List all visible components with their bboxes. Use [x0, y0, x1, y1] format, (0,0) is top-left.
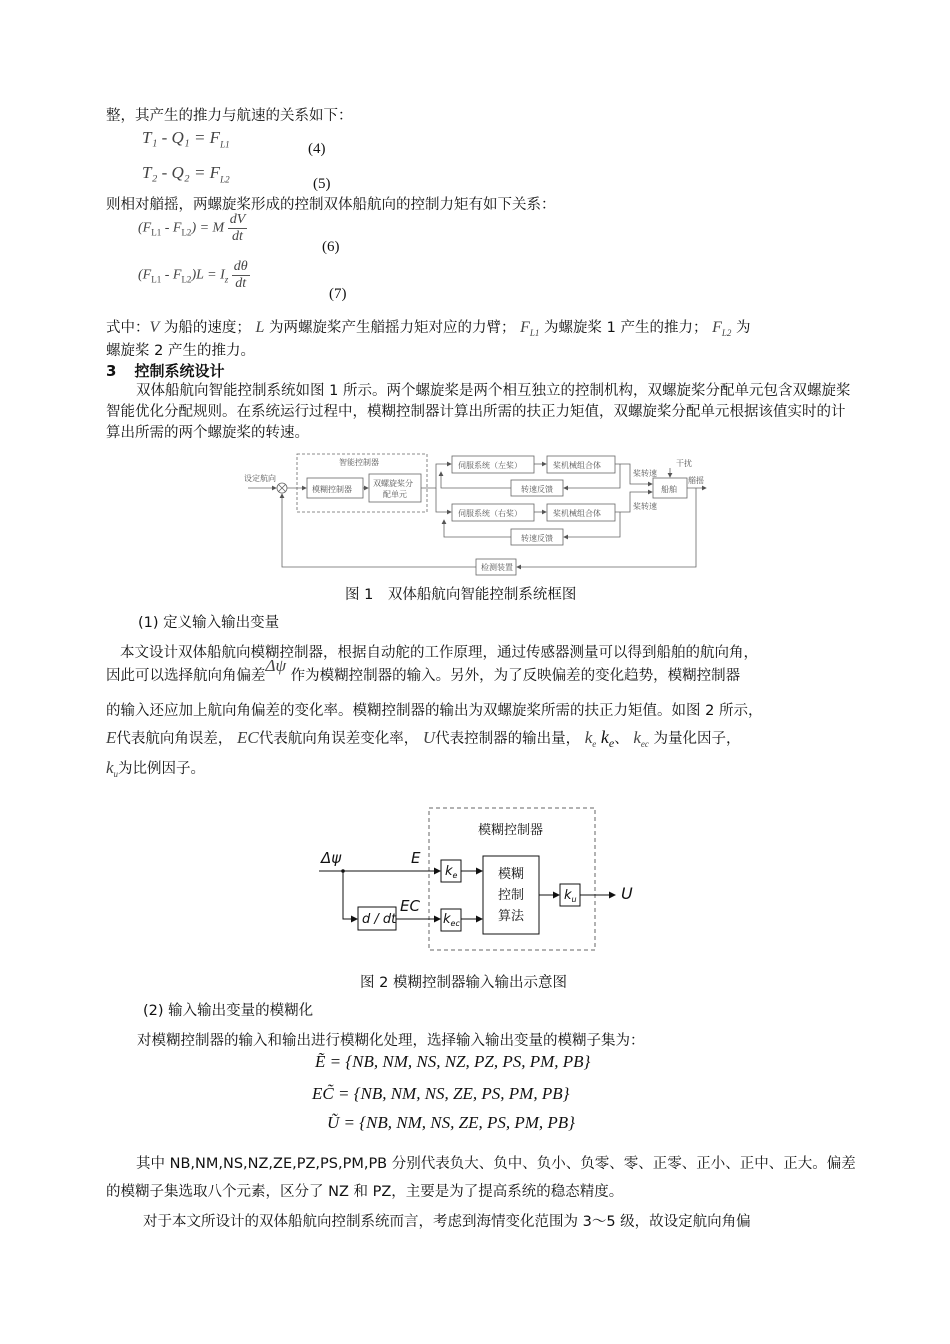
- figure-2-caption: 图 2 模糊控制器输入输出示意图: [360, 975, 567, 991]
- subheading-1: (1) 定义输入输出变量: [138, 615, 280, 631]
- fig1-alloc-1: 双螺旋桨分: [373, 479, 413, 488]
- relation-line: 则相对艏摇，两螺旋桨形成的控制双体船航向的控制力矩有如下关系：: [106, 197, 556, 213]
- fig1-prop-speed-1: 桨转速: [633, 469, 657, 478]
- fig1-speed-fb-2: 转速反馈: [521, 534, 553, 543]
- figure-1-diagram: [240, 448, 710, 580]
- fig2-ku: $k_u$: [564, 888, 577, 904]
- where-line-2: 螺旋桨 2 产生的推力。: [106, 343, 255, 359]
- set-ec: EC̃ = {NB, NM, NS, ZE, PS, PM, PB}: [312, 1084, 570, 1103]
- fig2-u-label: U: [621, 884, 633, 903]
- fig2-title: 模糊控制器: [478, 823, 544, 838]
- fig2-ddt: d / dt: [362, 912, 397, 927]
- fig1-smart-ctrl: 智能控制器: [339, 458, 379, 467]
- para2-line5: $k_u$为比例因子。: [106, 758, 206, 779]
- equation-7: $(F_{L1} - F_{L2})L = I_z$ $\frac{d\theta}{dt}$: [138, 259, 248, 291]
- fig2-algo-3: 算法: [498, 909, 525, 924]
- fig2-input: Δψ: [321, 849, 342, 867]
- fig1-servo-right: 伺服系统（右桨）: [458, 509, 522, 518]
- para2-line4: E代表航向角误差， EC代表航向角误差变化率， U代表控制器的输出量， $k_e$ $k_e$、 $k_{ec}$ 为量化因子，: [106, 727, 741, 750]
- figure-2-diagram: [315, 805, 645, 955]
- fig1-disturb: 干扰: [676, 459, 692, 468]
- para2-line1: 本文设计双体船航向模糊控制器，根据自动舵的工作原理，通过传感器测量可以得到船舶的航向角，: [120, 645, 758, 661]
- fig1-ship: 船舶: [661, 485, 677, 494]
- fig1-fuzzy-ctrl: 模糊控制器: [312, 485, 352, 494]
- fig2-algo-1: 模糊: [498, 867, 525, 882]
- fig2-kec: $k_{ec}$: [443, 912, 460, 928]
- fig1-input-label: 设定航向: [244, 474, 276, 483]
- fig2-branch-point: [341, 869, 345, 873]
- fig1-servo-left: 伺服系统（左桨）: [458, 461, 522, 470]
- equation-6: $(F_{L1} - F_{L2}) = M$ $\frac{dV}{dt}$: [138, 212, 246, 244]
- equation-7-number: (7): [329, 286, 347, 302]
- equation-6-number: (6): [322, 239, 340, 255]
- equation-5-number: (5): [313, 176, 331, 192]
- fig2-ke: $k_e$: [445, 864, 458, 880]
- fig2-ec-label: EC: [400, 897, 420, 915]
- para2-line2: 因此可以选择航向角偏差Δψ 作为模糊控制器的输入。另外，为了反映偏差的变化趋势，模糊控制器: [106, 656, 741, 684]
- para2-line3: 的输入还应加上航向角偏差的变化率。模糊控制器的输出为双螺旋桨所需的扶正力矩值。如图 2 所示，: [106, 703, 763, 719]
- intro-line: 整，其产生的推力与航速的关系如下：: [106, 108, 353, 124]
- fig2-algo-2: 控制: [498, 888, 525, 903]
- section-heading: 3 控制系统设计: [106, 362, 225, 380]
- fig1-speed-fb-1: 转速反馈: [521, 485, 553, 494]
- fig1-alloc-2: 配单元: [383, 490, 407, 499]
- equation-4: $T_1 - Q_1 = F_{L1}$: [142, 128, 230, 150]
- fig1-detector: 检测装置: [481, 563, 513, 572]
- paragraph-sea-state: 对于本文所设计的双体船航向控制系统而言，考虑到海情变化范围为 3～5 级，故设定航向角偏: [143, 1214, 751, 1230]
- fig1-heading: 艏摇: [688, 476, 704, 485]
- para3: 对模糊控制器的输入和输出进行模糊化处理，选择输入输出变量的模糊子集为：: [137, 1033, 645, 1049]
- equation-5: $T_2 - Q_2 = F_{L2}$: [142, 163, 230, 185]
- fig2-e-label: E: [411, 849, 421, 867]
- fig1-mech-left: 桨机械组合体: [553, 461, 601, 470]
- fig1-mech-right: 桨机械组合体: [553, 509, 601, 518]
- set-u: Ũ = {NB, NM, NS, ZE, PS, PM, PB}: [327, 1113, 575, 1132]
- figure-1-caption: 图 1 双体船航向智能控制系统框图: [345, 587, 577, 603]
- equation-4-number: (4): [308, 141, 326, 157]
- where-line-1: 式中：V 为船的速度； L 为两螺旋桨产生艏摇力矩对应的力臂； $F_{L1}$ 为螺旋桨 1 产生的推力； $F_{L2}$ 为: [106, 319, 751, 338]
- subheading-2: (2) 输入输出变量的模糊化: [143, 1003, 314, 1019]
- paragraph-system: 双体船航向智能控制系统如图 1 所示。两个螺旋桨是两个相互独立的控制机构，双螺旋桨分配单元包含双螺旋桨智能优化分配规则。在系统运行过程中，模糊控制器计算出所需的扶正力矩值，双螺旋桨分配单元根据该值实时的计算出所需的两个螺旋桨的转速。: [106, 383, 851, 441]
- set-e: Ẽ = {NB, NM, NS, NZ, PZ, PS, PM, PB}: [315, 1052, 591, 1071]
- paragraph-fuzzy-sets: 其中 NB,NM,NS,NZ,ZE,PZ,PS,PM,PB 分别代表负大、负中、负小、负零、零、正零、正小、正中、正大。偏差的模糊子集选取八个元素，区分了 NZ 和 PZ，主要是为了提高系统的稳态精度。: [106, 1156, 856, 1200]
- fig1-prop-speed-2: 桨转速: [633, 502, 657, 511]
